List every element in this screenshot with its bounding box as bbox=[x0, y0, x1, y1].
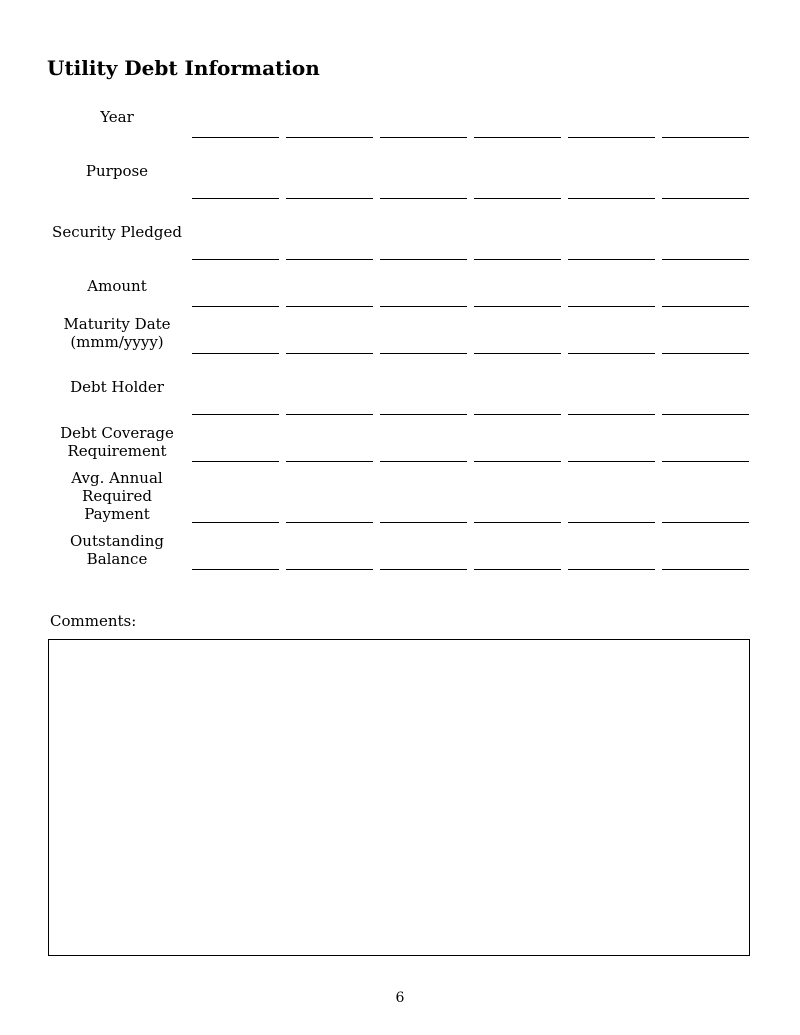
entry-line[interactable] bbox=[568, 259, 655, 260]
entry-line[interactable] bbox=[286, 414, 373, 415]
entry-line[interactable] bbox=[568, 461, 655, 462]
entry-line[interactable] bbox=[380, 137, 467, 138]
entry-line[interactable] bbox=[662, 306, 749, 307]
entry-line[interactable] bbox=[286, 198, 373, 199]
entry-line[interactable] bbox=[474, 198, 561, 199]
entry-line[interactable] bbox=[662, 522, 749, 523]
entry-line[interactable] bbox=[662, 353, 749, 354]
entry-line[interactable] bbox=[380, 353, 467, 354]
entry-line[interactable] bbox=[662, 198, 749, 199]
entry-line[interactable] bbox=[192, 306, 279, 307]
entry-line[interactable] bbox=[192, 569, 279, 570]
entry-line[interactable] bbox=[662, 461, 749, 462]
entry-line[interactable] bbox=[662, 259, 749, 260]
field-label: Purpose bbox=[85, 162, 149, 180]
entry-line[interactable] bbox=[286, 259, 373, 260]
field-label: Debt Holder bbox=[70, 378, 164, 396]
comments-box[interactable] bbox=[48, 639, 750, 956]
entry-line[interactable] bbox=[380, 306, 467, 307]
page-title: Utility Debt Information bbox=[47, 56, 320, 80]
entry-line[interactable] bbox=[192, 461, 279, 462]
entry-line[interactable] bbox=[474, 569, 561, 570]
entry-line[interactable] bbox=[662, 137, 749, 138]
entry-line[interactable] bbox=[286, 137, 373, 138]
entry-line[interactable] bbox=[192, 259, 279, 260]
entry-line[interactable] bbox=[286, 306, 373, 307]
entry-line[interactable] bbox=[192, 522, 279, 523]
entry-line[interactable] bbox=[474, 259, 561, 260]
entry-line[interactable] bbox=[380, 259, 467, 260]
entry-line[interactable] bbox=[568, 198, 655, 199]
entry-line[interactable] bbox=[568, 353, 655, 354]
comments-label: Comments: bbox=[50, 612, 137, 630]
entry-line[interactable] bbox=[662, 569, 749, 570]
entry-line[interactable] bbox=[474, 353, 561, 354]
entry-line[interactable] bbox=[286, 461, 373, 462]
entry-line[interactable] bbox=[286, 353, 373, 354]
entry-line[interactable] bbox=[474, 461, 561, 462]
entry-line[interactable] bbox=[474, 137, 561, 138]
entry-line[interactable] bbox=[192, 137, 279, 138]
field-label: Security Pledged bbox=[52, 223, 182, 241]
entry-line[interactable] bbox=[474, 522, 561, 523]
entry-line[interactable] bbox=[286, 569, 373, 570]
entry-line[interactable] bbox=[662, 414, 749, 415]
entry-line[interactable] bbox=[192, 353, 279, 354]
entry-line[interactable] bbox=[192, 198, 279, 199]
entry-line[interactable] bbox=[568, 306, 655, 307]
entry-line[interactable] bbox=[568, 414, 655, 415]
field-label: Avg. Annual Required Payment bbox=[71, 469, 163, 523]
entry-line[interactable] bbox=[474, 306, 561, 307]
entry-line[interactable] bbox=[568, 569, 655, 570]
entry-line[interactable] bbox=[568, 522, 655, 523]
entry-line[interactable] bbox=[474, 414, 561, 415]
field-label: Year bbox=[100, 108, 134, 126]
entry-line[interactable] bbox=[380, 461, 467, 462]
field-label: Maturity Date (mmm/yyyy) bbox=[63, 315, 171, 351]
entry-line[interactable] bbox=[380, 522, 467, 523]
entry-line[interactable] bbox=[192, 414, 279, 415]
entry-line[interactable] bbox=[380, 414, 467, 415]
field-label: Amount bbox=[87, 277, 147, 295]
field-label: Debt Coverage Requirement bbox=[60, 424, 174, 460]
entry-line[interactable] bbox=[568, 137, 655, 138]
entry-line[interactable] bbox=[380, 569, 467, 570]
entry-line[interactable] bbox=[380, 198, 467, 199]
field-label: Outstanding Balance bbox=[70, 532, 164, 568]
entry-line[interactable] bbox=[286, 522, 373, 523]
page-number: 6 bbox=[395, 990, 405, 1006]
